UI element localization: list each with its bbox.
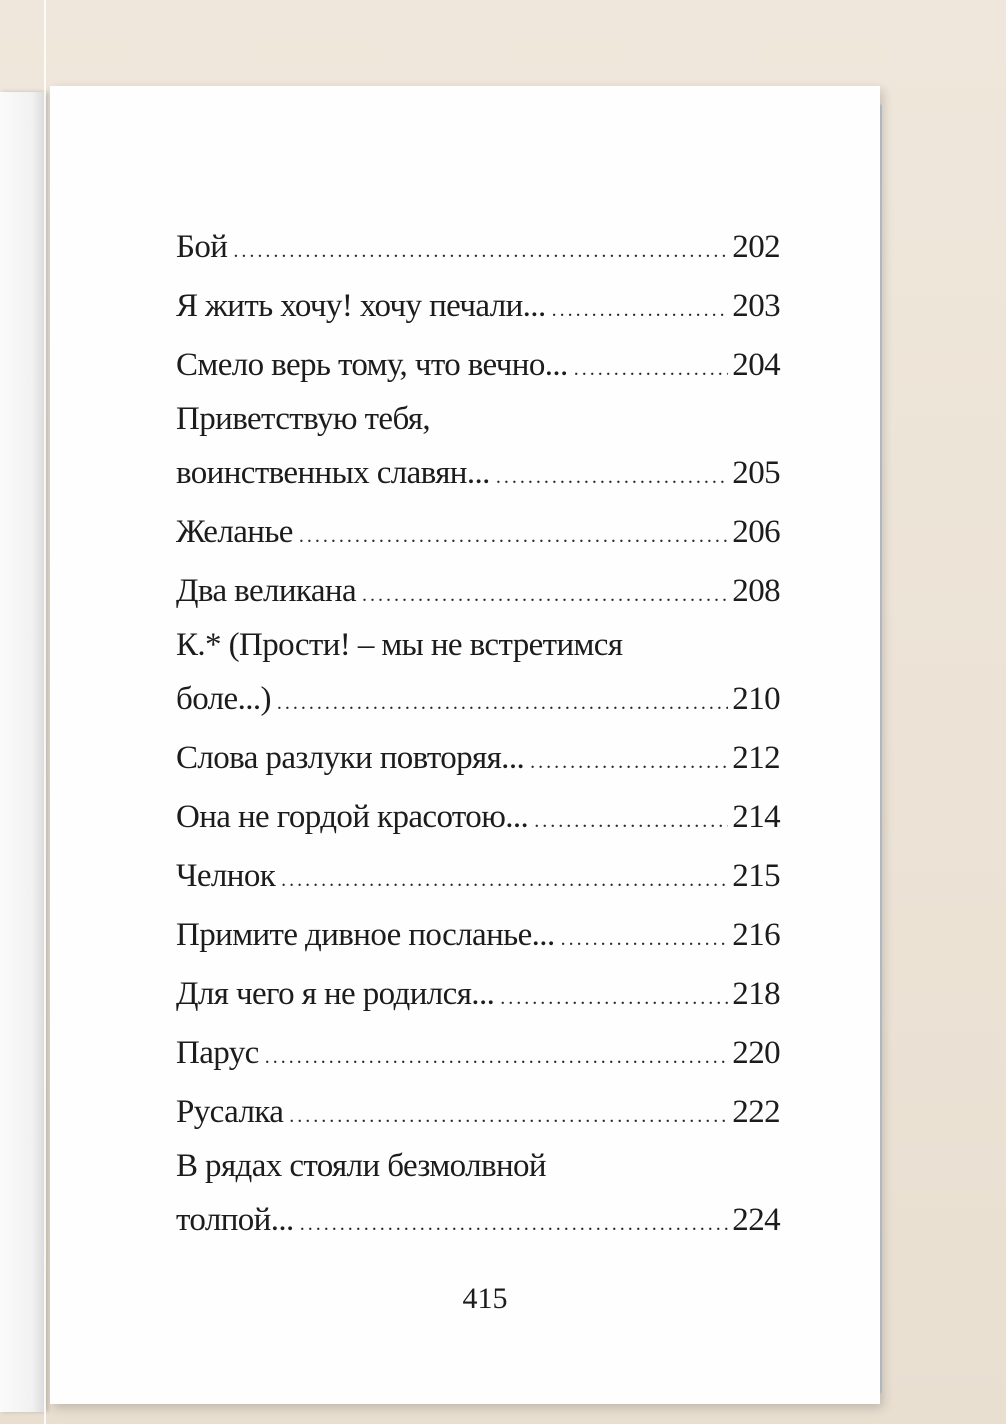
toc-entry-page: 206 bbox=[732, 514, 780, 550]
dot-leader bbox=[299, 507, 728, 566]
dot-leader bbox=[289, 1087, 728, 1146]
toc-entry-title: Она не гордой красотою... bbox=[176, 799, 529, 835]
toc-entry-page: 212 bbox=[732, 740, 780, 776]
dot-leader bbox=[300, 1195, 729, 1254]
page-number: 415 bbox=[462, 1282, 508, 1315]
toc-entry-title: боле...) bbox=[176, 681, 271, 717]
dot-leader bbox=[530, 733, 728, 792]
toc-entry-title: воинственных славян... bbox=[176, 455, 490, 491]
toc-entry-title: Два великана bbox=[176, 573, 357, 609]
toc-entry-title: Смело верь тому, что вечно... bbox=[176, 347, 568, 383]
dot-leader bbox=[277, 674, 728, 733]
toc-entry-title-line1: Приветствую тебя, bbox=[176, 401, 431, 437]
toc-entry-title: толпой... bbox=[176, 1202, 294, 1238]
toc-entry-page: 215 bbox=[732, 858, 780, 894]
left-page-edge bbox=[0, 92, 46, 1412]
toc-entry-page: 202 bbox=[732, 229, 780, 265]
toc-entry-title: Бой bbox=[176, 229, 228, 265]
toc-entry-page: 204 bbox=[732, 347, 780, 383]
table-of-contents bbox=[176, 218, 780, 1250]
toc-entry bbox=[176, 1024, 780, 1083]
toc-entry bbox=[176, 906, 780, 965]
toc-entry bbox=[176, 503, 780, 562]
toc-entry-page: 216 bbox=[732, 917, 780, 953]
toc-entry bbox=[176, 218, 780, 277]
toc-entry bbox=[176, 395, 780, 503]
dot-leader bbox=[534, 792, 728, 851]
toc-entry bbox=[176, 621, 780, 729]
toc-entry bbox=[176, 965, 780, 1024]
dot-leader bbox=[281, 851, 728, 910]
toc-entry-page: 224 bbox=[732, 1202, 780, 1238]
dot-leader bbox=[233, 222, 728, 281]
toc-entry bbox=[176, 729, 780, 788]
toc-entry-title: Слова разлуки повторяя... bbox=[176, 740, 525, 776]
dot-leader bbox=[561, 910, 729, 969]
toc-entry-page: 210 bbox=[732, 681, 780, 717]
toc-entry-title-line1: В рядах стояли безмолвной bbox=[176, 1148, 546, 1184]
toc-entry bbox=[176, 562, 780, 621]
toc-entry-title: Для чего я не родился... bbox=[176, 976, 495, 1012]
dot-leader bbox=[265, 1028, 729, 1087]
toc-entry bbox=[176, 336, 780, 395]
dot-leader bbox=[552, 281, 729, 340]
toc-entry bbox=[176, 1142, 780, 1250]
dot-leader bbox=[496, 448, 728, 507]
dot-leader bbox=[574, 340, 729, 399]
toc-entry-page: 205 bbox=[732, 455, 780, 491]
toc-entry-page: 220 bbox=[732, 1035, 780, 1071]
book-spine-line bbox=[44, 0, 46, 1424]
toc-entry-title: Русалка bbox=[176, 1094, 284, 1130]
toc-entry-page: 214 bbox=[732, 799, 780, 835]
toc-entry-page: 208 bbox=[732, 573, 780, 609]
toc-entry-page: 222 bbox=[732, 1094, 780, 1130]
toc-entry-title: Примите дивное посланье... bbox=[176, 917, 555, 953]
toc-entry-title: Парус bbox=[176, 1035, 259, 1071]
toc-entry bbox=[176, 1083, 780, 1142]
toc-entry-page: 218 bbox=[732, 976, 780, 1012]
toc-entry-page: 203 bbox=[732, 288, 780, 324]
toc-entry-title: Челнок bbox=[176, 858, 276, 894]
dot-leader bbox=[500, 969, 728, 1028]
dot-leader bbox=[362, 566, 728, 625]
toc-entry bbox=[176, 847, 780, 906]
toc-entry-title: Я жить хочу! хочу печали... bbox=[176, 288, 546, 324]
toc-entry-title: Желанье bbox=[176, 514, 293, 550]
toc-entry bbox=[176, 788, 780, 847]
toc-entry-title-line1: К.* (Прости! – мы не встретимся bbox=[176, 627, 623, 663]
toc-entry bbox=[176, 277, 780, 336]
